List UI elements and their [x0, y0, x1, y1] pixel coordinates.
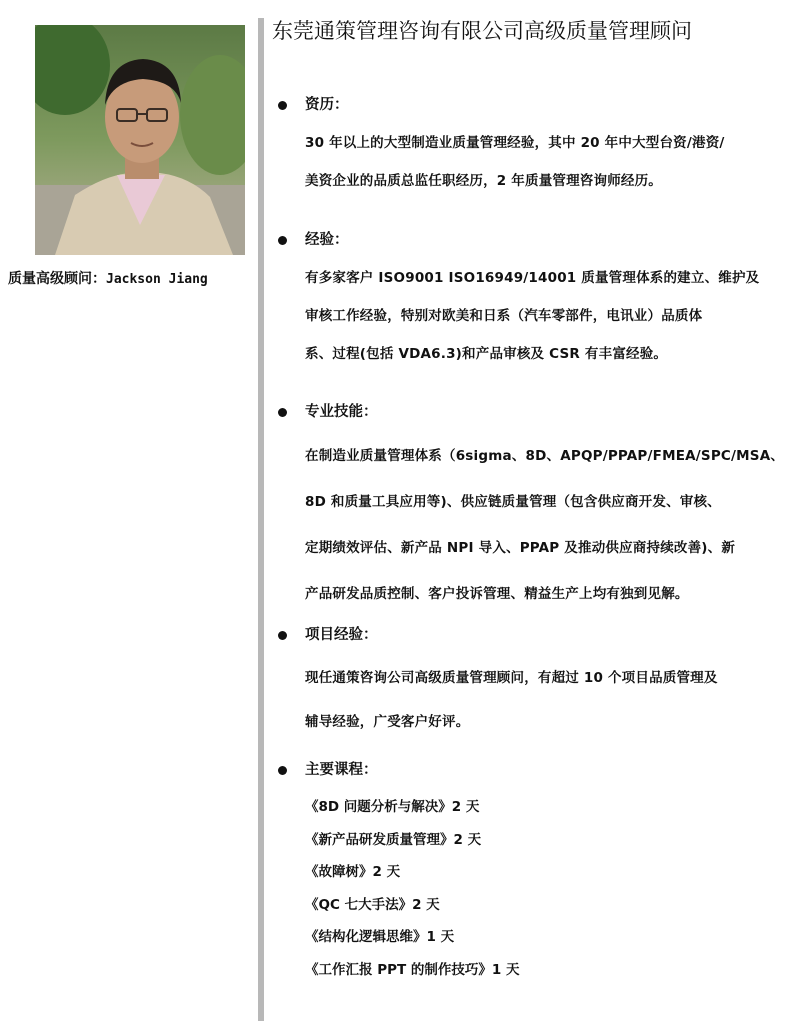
body-line: 30 年以上的大型制造业质量管理经验，其中 20 年中大型台资/港资/ — [305, 135, 725, 151]
body-line: 在制造业质量管理体系（6sigma、8D、APQP/PPAP/FMEA/SPC/MSA、 — [305, 448, 785, 464]
course-item: 《故障树》2 天 — [305, 864, 401, 880]
section-experience — [272, 225, 792, 373]
bullet-icon — [278, 236, 287, 245]
body-line: 有多家客户 ISO9001 ISO16949/14001 质量管理体系的建立、维护及 — [305, 270, 760, 286]
section-title: 经验： — [305, 232, 349, 248]
section-title: 主要课程： — [305, 762, 378, 778]
section-courses — [272, 755, 792, 986]
course-item: 《新产品研发质量管理》2 天 — [305, 831, 482, 848]
consultant-title: 质量高级顾问： — [8, 271, 106, 287]
section-title: 专业技能： — [305, 404, 378, 420]
section-heading — [272, 397, 792, 427]
section-body — [305, 656, 787, 744]
section-title: 资历： — [305, 97, 349, 113]
bullet-icon — [278, 101, 287, 110]
consultant-caption — [8, 268, 258, 288]
body-line: 产品研发品质控制、客户投诉管理、精益生产上均有独到见解。 — [305, 586, 689, 602]
section-title: 项目经验： — [305, 627, 378, 643]
body-line: 美资企业的品质总监任职经历，2 年质量管理咨询师经历。 — [305, 173, 662, 189]
body-line: 8D 和质量工具应用等)、供应链质量管理（包含供应商开发、审核、 — [305, 494, 721, 510]
body-line: 定期绩效评估、新产品 NPI 导入、PPAP 及推动供应商持续改善)、新 — [305, 540, 736, 556]
body-line: 辅导经验，广受客户好评。 — [305, 714, 470, 730]
section-heading — [272, 755, 792, 785]
profile-photo — [35, 25, 245, 255]
section-skills — [272, 397, 792, 617]
section-heading — [272, 225, 792, 255]
body-line: 审核工作经验，特别对欧美和日系（汽车零部件，电讯业）品质体 — [305, 308, 703, 324]
course-item: 《8D 问题分析与解决》2 天 — [305, 799, 480, 815]
bullet-icon — [278, 408, 287, 417]
section-heading — [272, 90, 792, 120]
section-projects — [272, 620, 792, 744]
section-body — [305, 259, 787, 373]
course-item: 《工作汇报 PPT 的制作技巧》1 天 — [305, 961, 520, 978]
consultant-name: Jackson Jiang — [106, 272, 208, 287]
section-heading — [272, 620, 792, 650]
section-qualification — [272, 90, 792, 200]
vertical-divider — [258, 18, 264, 1021]
page-title: 东莞通策管理咨询有限公司高级质量管理顾问 — [272, 19, 692, 43]
course-item: 《结构化逻辑思维》1 天 — [305, 929, 455, 945]
bullet-icon — [278, 631, 287, 640]
course-list — [305, 791, 787, 986]
body-line: 现任通策咨询公司高级质量管理顾问，有超过 10 个项目品质管理及 — [305, 670, 718, 686]
section-body — [305, 433, 787, 617]
bullet-icon — [278, 766, 287, 775]
section-body — [305, 124, 787, 200]
course-item: 《QC 七大手法》2 天 — [305, 896, 440, 913]
body-line: 系、过程(包括 VDA6.3)和产品审核及 CSR 有丰富经验。 — [305, 346, 668, 362]
